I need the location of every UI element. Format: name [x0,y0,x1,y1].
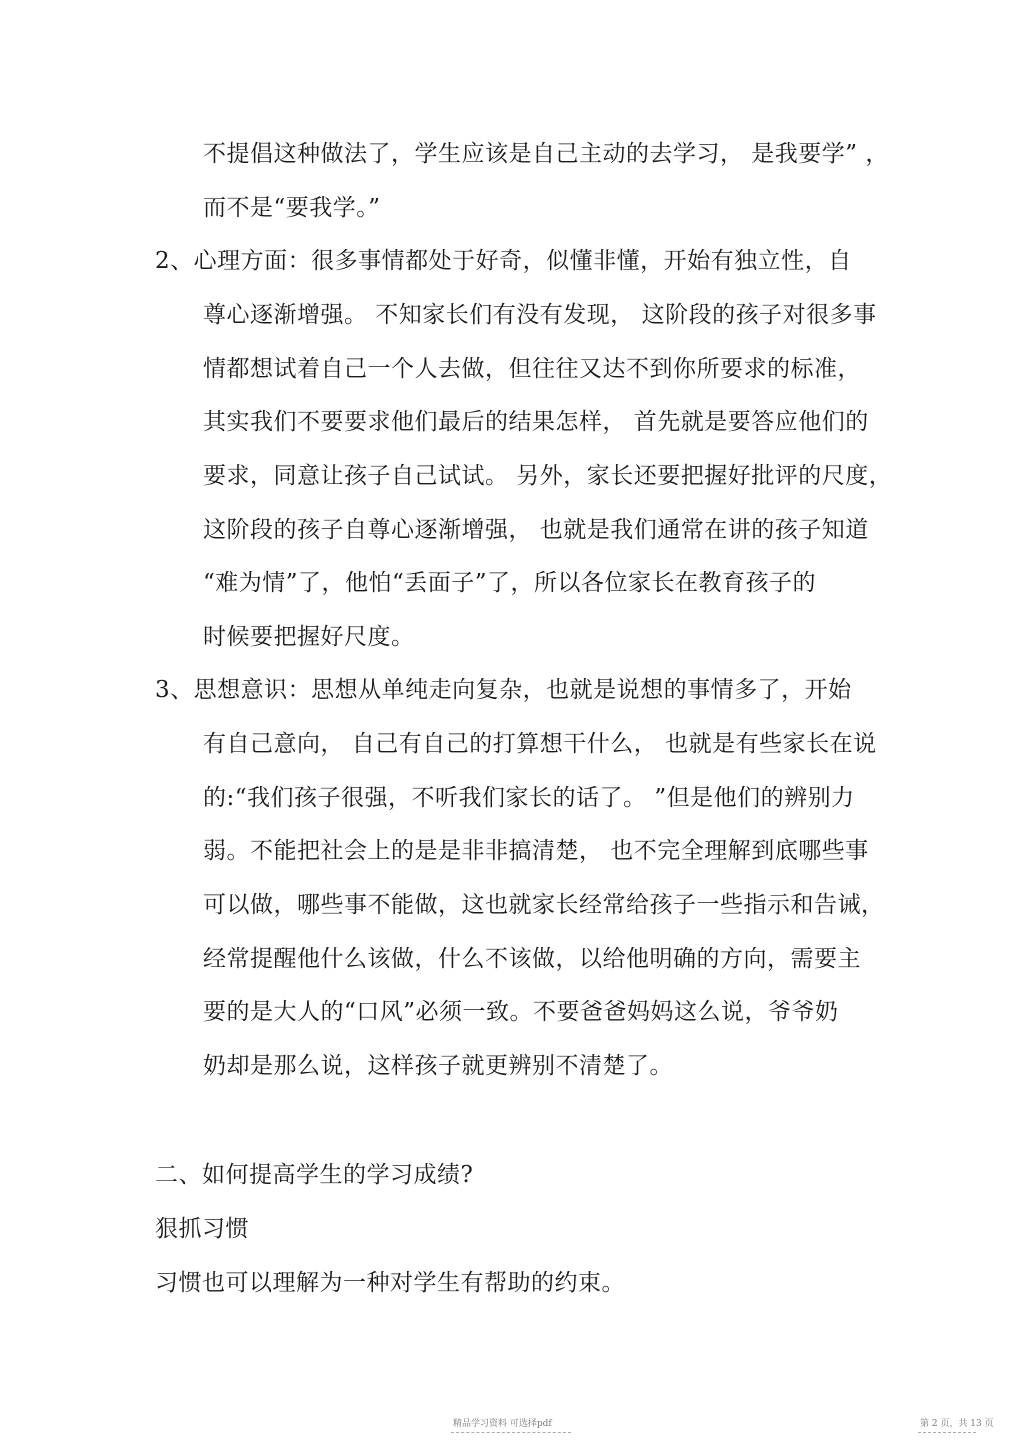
item-3-line-8: 奶却是那么说，这样孩子就更辨别不清楚了。 [203,1053,673,1079]
item-2-line-7: “难为情”了，他怕“丢面子”了，所以各位家长在教育孩子的 [203,570,817,596]
item-3-line-5: 可以做，哪些事不能做，这也就家长经常给孩子一些指示和告诫， [203,892,885,918]
item-2-line-2: 尊心逐渐增强。 不知家长们有没有发现， 这阶段的孩子对很多事 [203,302,877,328]
item-3-line-4: 弱。不能把社会上的是是非非搞清楚， 也不完全理解到底哪些事 [203,838,869,864]
item-2-line-5: 要求，同意让孩子自己试试。 另外，家长还要把握好批评的尺度， [203,463,893,489]
item-2-line-3: 情都想试着自己一个人去做，但往往又达不到你所要求的标准， [203,356,861,382]
item-3-line-6: 经常提醒他什么该做，什么不该做，以给他明确的方向，需要主 [203,946,861,972]
section-2-body: 习惯也可以理解为一种对学生有帮助的约束。 [155,1270,625,1296]
section-2-heading: 二、如何提高学生的学习成绩? [155,1162,474,1188]
intro-line-2: 而不是“要我学。” [203,195,381,221]
footer-divider-right [918,1432,976,1433]
item-2-line-8: 时候要把握好尺度。 [203,624,415,650]
item-3-line-2: 有自己意向， 自己有自己的打算想干什么， 也就是有些家长在说 [203,731,877,757]
item-2-line-4: 其实我们不要要求他们最后的结果怎样， 首先就是要答应他们的 [203,409,869,435]
footer-page-number: 第 2 页，共 13 页 [920,1419,994,1429]
item-3-line-3: 的:“我们孩子很强，不听我们家长的话了。 ”但是他们的辨别力 [203,785,855,811]
item-2-line-6: 这阶段的孩子自尊心逐渐增强， 也就是我们通常在讲的孩子知道 [203,517,869,543]
footer-divider-left [451,1432,571,1433]
item-3-line-1: 3、思想意识：思想从单纯走向复杂，也就是说想的事情多了，开始 [155,677,852,703]
footer-source-note: 精品学习资料 可选择pdf [453,1419,552,1429]
item-3-line-7: 要的是大人的“口风”必须一致。不要爸爸妈妈这么说，爷爷奶 [203,999,839,1025]
item-2-line-1: 2、心理方面：很多事情都处于好奇，似懂非懂，开始有独立性，自 [155,248,852,274]
section-2-subheading: 狠抓习惯 [155,1216,249,1242]
intro-line-1: 不提倡这种做法了，学生应该是自己主动的去学习， 是我要学” ， [203,141,889,167]
